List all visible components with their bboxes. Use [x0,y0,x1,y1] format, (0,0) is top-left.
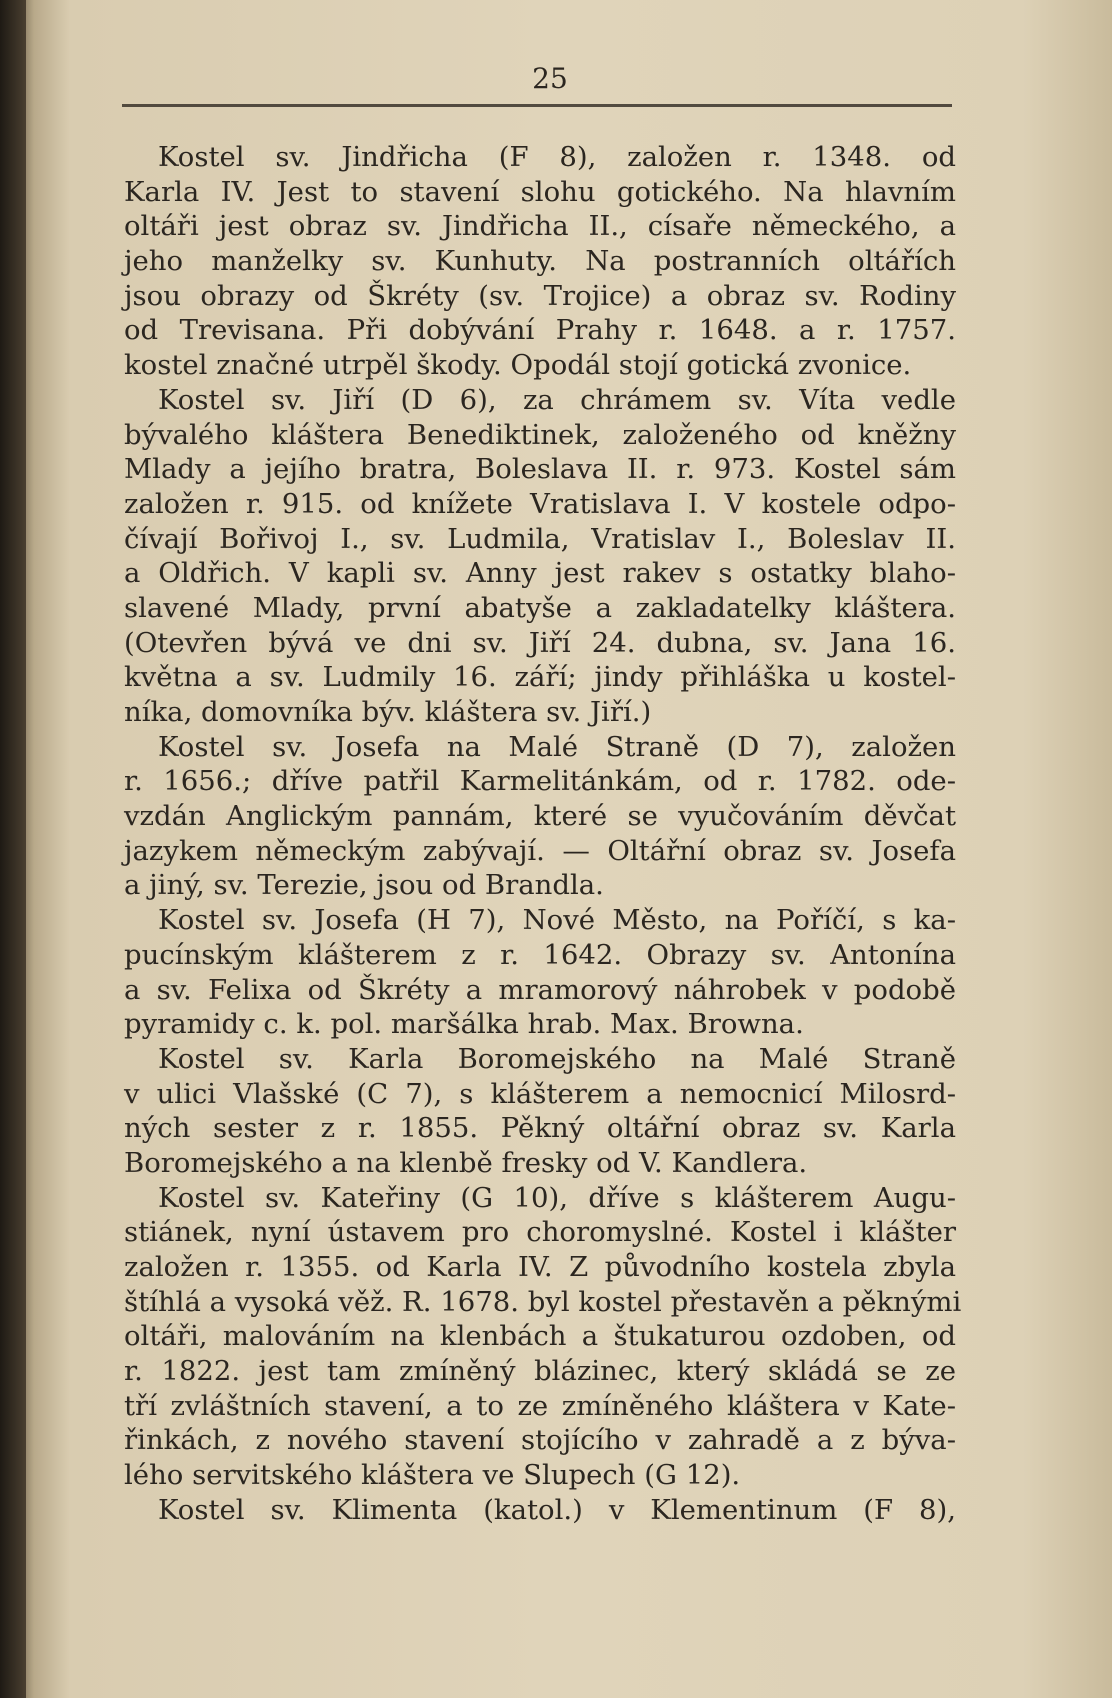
text-line: pucínským klášterem z r. 1642. Obrazy sv. Antonína [124,938,956,971]
body-text [124,140,962,1528]
text-line: Kostel sv. Kateřiny (G 10), dříve s klášterem Augu- [158,1181,956,1214]
text-line: bývalého kláštera Benediktinek, založeného od kněžny [124,418,956,451]
text-line: ných sester z r. 1855. Pěkný oltářní obraz sv. Karla [124,1112,956,1145]
text-line: tří zvláštních stavení, a to ze zmíněného kláštera v Kate- [124,1389,956,1422]
text-line: Boromejského a na klenbě fresky od V. Kandlera. [124,1146,808,1179]
text-line: a sv. Felixa od Škréty a mramorový náhrobek v podobě [124,973,956,1006]
text-line: založen r. 915. od knížete Vratislava I. V kostele odpo- [124,487,956,520]
page-binding-edge [0,0,26,1698]
text-line: r. 1656.; dříve patřil Karmelitánkám, od r. 1782. ode- [124,765,956,798]
text-line: štíhlá a vysoká věž. R. 1678. byl kostel přestavěn a pěknými [124,1285,962,1318]
text-line: Kostel sv. Josefa na Malé Straně (D 7), založen [158,730,956,763]
text-line: května a sv. Ludmily 16. září; jindy přihláška u kostel- [124,661,956,694]
text-line: níka, domovníka býv. kláštera sv. Jiří.) [124,696,652,728]
page-number: 25 [532,62,568,95]
header-rule [122,104,952,107]
text-line: lého servitského kláštera ve Slupech (G 12). [124,1459,741,1492]
text-line: založen r. 1355. od Karla IV. Z původního kostela zbyla [124,1251,956,1283]
text-line: Kostel sv. Karla Boromejského na Malé Straně [158,1042,956,1075]
text-line: vzdán Anglickým pannám, které se vyučováním děvčat [124,800,956,833]
text-line: v ulici Vlašské (C 7), s klášterem a nemocnicí Milosrd- [124,1077,956,1110]
text-line: Kostel sv. Josefa (H 7), Nové Město, na Poříčí, s ka- [158,904,956,937]
text-line: řinkách, z nového stavení stojícího v zahradě a z býva- [124,1424,956,1457]
text-line: stiánek, nyní ústavem pro choromyslné. Kostel i klášter [124,1216,956,1249]
text-line: a Oldřich. V kapli sv. Anny jest rakev s ostatky blaho- [124,557,956,590]
text-line: pyramidy c. k. pol. maršálka hrab. Max. Browna. [124,1008,804,1041]
text-line: Karla IV. Jest to stavení slohu gotického. Na hlavním [124,175,956,208]
text-line: čívají Bořivoj I., sv. Ludmila, Vratislav I., Boleslav II. [124,522,956,555]
text-line: oltáři jest obraz sv. Jindřicha II., císaře německého, a [124,210,956,243]
text-line: od Trevisana. Při dobývání Prahy r. 1648. a r. 1757. [124,314,956,347]
text-line: slavené Mlady, první abatyše a zakladatelky kláštera. [124,591,956,624]
text-line: Kostel sv. Klimenta (katol.) v Klementinum (F 8), [158,1493,956,1526]
text-line: (Otevřen bývá ve dni sv. Jiří 24. dubna, sv. Jana 16. [124,626,956,659]
text-line: Kostel sv. Jindřicha (F 8), založen r. 1348. od [158,141,956,173]
text-line: a jiný, sv. Terezie, jsou od Brandla. [124,869,604,902]
text-line: jazykem německým zabývají. — Oltářní obraz sv. Josefa [124,834,956,867]
text-line: kostel značné utrpěl škody. Opodál stojí gotická zvonice. [124,349,912,382]
text-line: Mlady a jejího bratra, Boleslava II. r. 973. Kostel sám [124,453,956,486]
text-line: oltáři, malováním na klenbách a štukaturou ozdoben, od [124,1320,956,1353]
text-line: jeho manželky sv. Kunhuty. Na postranních oltářích [124,245,956,278]
text-line: jsou obrazy od Škréty (sv. Trojice) a obraz sv. Rodiny [124,279,956,312]
text-line: r. 1822. jest tam zmíněný blázinec, který skládá se ze [124,1355,956,1388]
text-line: Kostel sv. Jiří (D 6), za chrámem sv. Víta vedle [158,383,956,416]
